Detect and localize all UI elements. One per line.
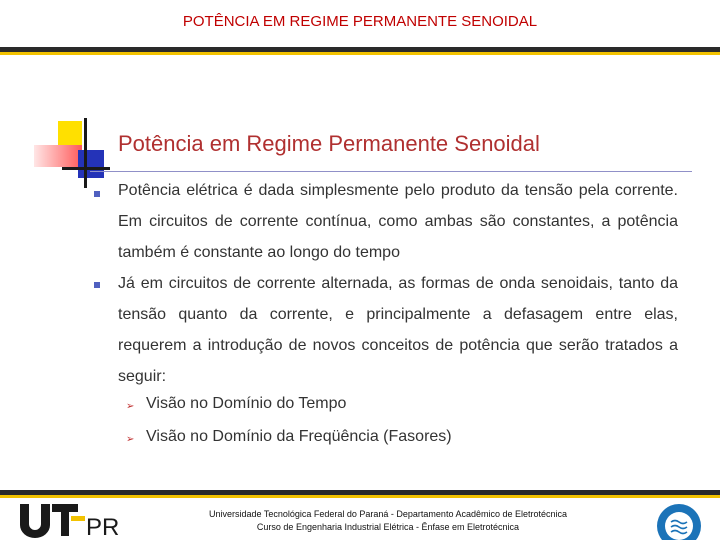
bullet-paragraph-1: Potência elétrica é dada simplesmente pelo produto da tensão pela corrente. Em circuitos de corrente contínua, como ambas são constantes, a potência também é constante ao longo do tempo bbox=[118, 182, 678, 261]
sub-bullet-arrow-icon: ➢ bbox=[126, 401, 135, 412]
bullet-paragraph-2: Já em circuitos de corrente alternada, as formas de onda senoidais, tanto da tensão quanto da corrente, e principalmente a defasagem entre elas, requerem a introdução de novos conceitos de potência que serão tratados a seguir: bbox=[118, 275, 678, 385]
title-decoration-red-bar bbox=[34, 145, 82, 167]
svg-text:PR: PR bbox=[86, 514, 120, 538]
bullet-square-icon bbox=[94, 191, 100, 197]
title-decoration-vertical-line bbox=[84, 118, 87, 188]
slide-title-underline bbox=[90, 171, 692, 172]
top-divider-accent bbox=[0, 52, 720, 55]
sub-item-frequency-domain: Visão no Domínio da Freqüência (Fasores) bbox=[146, 428, 452, 445]
bullet-square-icon bbox=[94, 282, 100, 288]
department-seal-icon bbox=[655, 500, 703, 540]
sub-bullet-arrow-icon: ➢ bbox=[126, 434, 135, 445]
title-decoration-yellow-square bbox=[58, 121, 82, 147]
title-decoration-blue-square bbox=[78, 150, 104, 178]
footer-institution-line: Universidade Tecnológica Federal do Paraná - Departamento Acadêmico de Eletrotécnica bbox=[208, 509, 568, 519]
bottom-divider-accent bbox=[0, 495, 720, 498]
utfpr-logo bbox=[16, 500, 126, 538]
slide-title: Potência em Regime Permanente Senoidal bbox=[118, 131, 540, 156]
footer-course-line: Curso de Engenharia Industrial Elétrica - Ênfase em Eletrotécnica bbox=[256, 522, 520, 532]
page-header-title: POTÊNCIA EM REGIME PERMANENTE SENOIDAL bbox=[182, 13, 538, 30]
title-decoration-horizontal-line bbox=[62, 167, 110, 170]
sub-item-time-domain: Visão no Domínio do Tempo bbox=[146, 395, 347, 412]
